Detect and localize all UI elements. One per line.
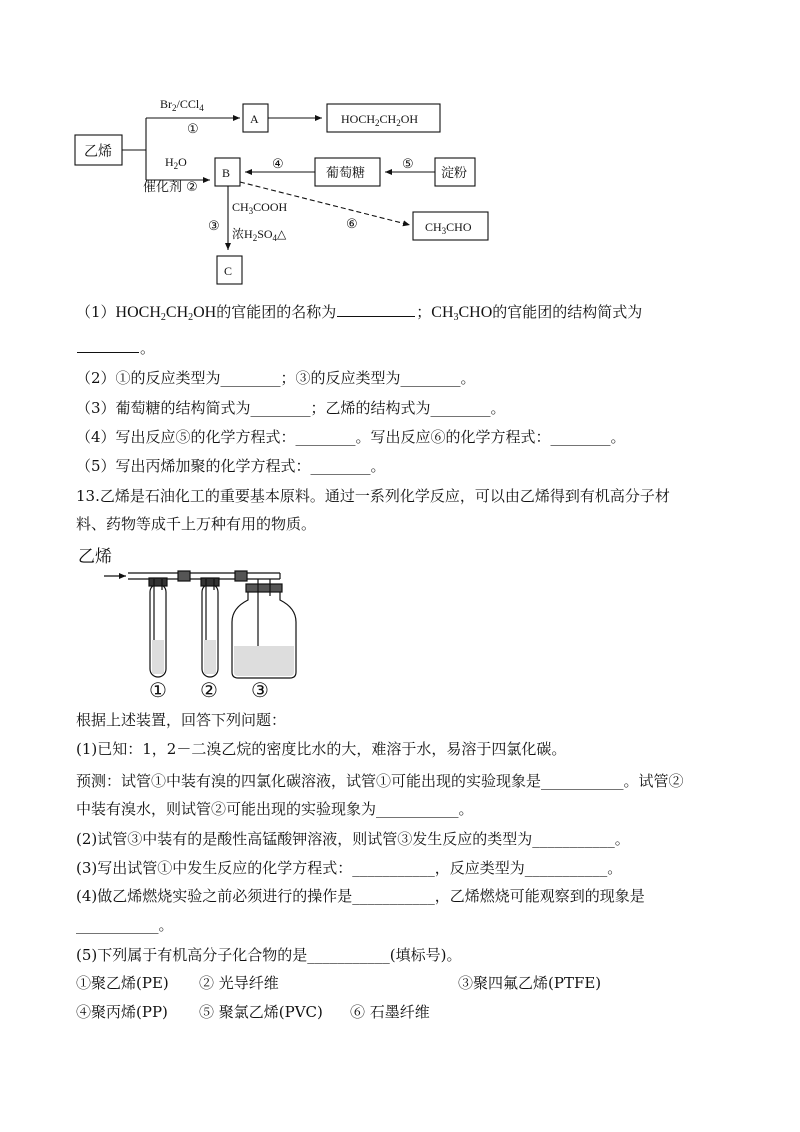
q13-question-2: (2)试管③中装有的是酸性高锰酸钾溶液，则试管③发生反应的类型为___________。 xyxy=(76,830,630,848)
ethylene-label: 乙烯 xyxy=(84,144,112,160)
glucose-label: 葡萄糖 xyxy=(326,166,366,181)
step-5-label: ⑤ xyxy=(402,156,414,171)
option-6: ⑥ 石墨纤维 xyxy=(350,1003,430,1021)
reaction-scheme-diagram xyxy=(0,0,800,300)
node-b-label: B xyxy=(222,166,231,180)
q12-part-2: （2）①的反应类型为________；③的反应类型为________。 xyxy=(76,369,476,387)
q13-prediction-line-1: 预测：试管①中装有溴的四氯化碳溶液，试管①可能出现的实验现象是___________。试管② xyxy=(76,772,684,790)
q13-question-5: (5)下列属于有机高分子化合物的是___________(填标号)。 xyxy=(76,946,462,964)
step-6-label: ⑥ xyxy=(346,216,358,231)
option-2: ② 光导纤维 xyxy=(199,974,279,992)
diol-label: $HOCH_2CH_2OH$ xyxy=(341,112,419,128)
tube-3-label: ③ xyxy=(251,680,269,702)
reagent-3b-label: 浓$H_2SO_4\triangle$ xyxy=(232,227,287,243)
option-4: ④聚丙烯(PP) xyxy=(76,1003,168,1021)
option-5: ⑤ 聚氯乙烯(PVC) xyxy=(199,1003,323,1021)
catalyst-2-label: 催化剂 ② xyxy=(143,180,198,195)
q13-question-1: (1)已知：1，2－二溴乙烷的密度比水的大，难溶于水，易溶于四氯化碳。 xyxy=(76,740,567,758)
acetaldehyde-label: $CH_3CHO$ xyxy=(425,220,472,236)
q12-part-5: （5）写出丙烯加聚的化学方程式：________。 xyxy=(76,457,386,475)
q13-question-3: (3)写出试管①中发生反应的化学方程式：___________，反应类型为___________。 xyxy=(76,859,623,877)
q13-prediction-line-2: 中装有溴水，则试管②可能出现的实验现象为___________。 xyxy=(76,800,474,818)
reagent-1-label: $Br_2/CCl_4$ xyxy=(160,97,204,113)
node-a-label: A xyxy=(250,112,259,126)
q12-part-1-cont: 。 xyxy=(76,338,155,358)
apparatus-ethylene-label: 乙烯 xyxy=(78,547,112,567)
node-c-label: C xyxy=(224,264,233,278)
tube-1-label: ① xyxy=(149,680,167,702)
starch-label: 淀粉 xyxy=(441,166,468,181)
reagent-2-label: $H_2O$ xyxy=(165,155,187,171)
q13-intro-line-2: 料、药物等成千上万种有用的物质。 xyxy=(76,515,317,533)
q13-intro-line-1: 13.乙烯是石油化工的重要基本原料。通过一系列化学反应，可以由乙烯得到有机高分子材 xyxy=(76,487,670,505)
option-1: ①聚乙烯(PE) xyxy=(76,974,169,992)
q12-part-4: （4）写出反应⑤的化学方程式：________。写出反应⑥的化学方程式：________。 xyxy=(76,428,626,446)
step-3-label: ③ xyxy=(208,218,220,233)
tube-2-label: ② xyxy=(200,680,218,702)
q13-lead: 根据上述装置，回答下列问题： xyxy=(76,711,287,729)
option-3: ③聚四氟乙烯(PTFE) xyxy=(458,974,602,992)
reagent-3a-label: $CH_3COOH$ xyxy=(232,200,288,216)
q12-part-3: （3）葡萄糖的结构简式为________；乙烯的结构式为________。 xyxy=(76,399,506,417)
q13-question-4-line-1: (4)做乙烯燃烧实验之前必须进行的操作是___________，乙烯燃烧可能观察到的现象是 xyxy=(76,887,645,905)
step-4-label: ④ xyxy=(272,156,284,171)
answer-blank[interactable] xyxy=(77,338,139,353)
answer-blank[interactable] xyxy=(337,302,415,317)
q13-question-4-line-2: ___________。 xyxy=(76,916,174,934)
apparatus-figure xyxy=(0,540,800,705)
q12-part-1: $(1)HOCH_2CH_2OH$的官能团的名称为 ；$CH_3CHO$的官能团的结构简式为 xyxy=(76,303,643,323)
step-1-label: ① xyxy=(187,121,199,136)
